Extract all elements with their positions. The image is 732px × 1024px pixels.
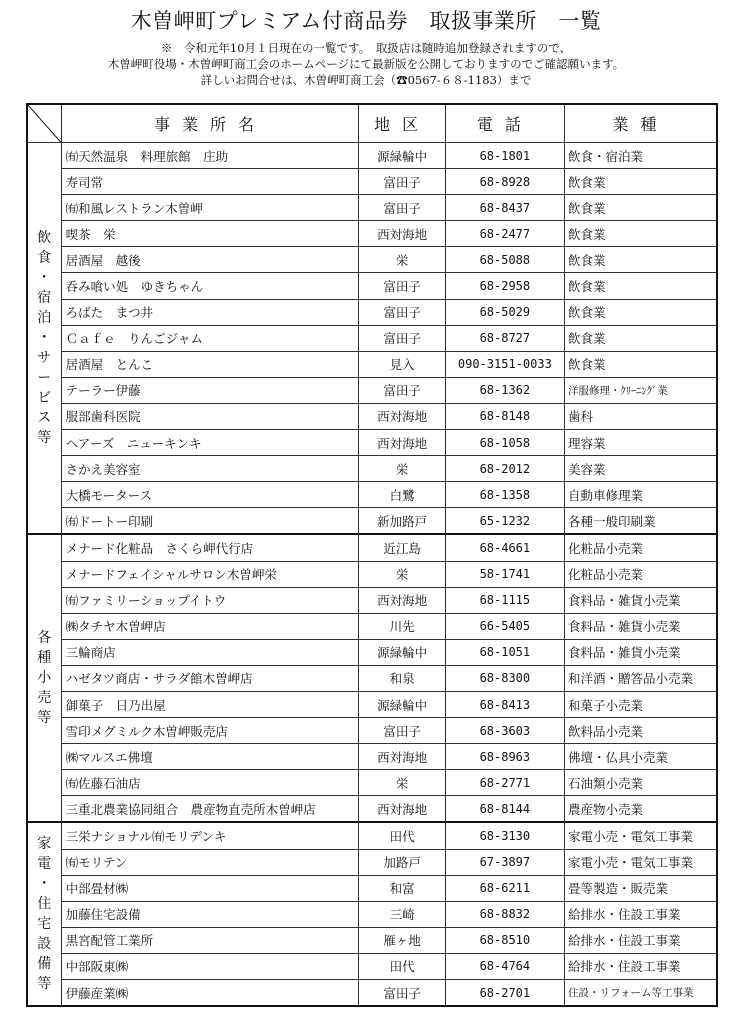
area-cell: 富田子: [359, 299, 445, 325]
category-char: ビ: [37, 390, 52, 407]
business-name-cell: 伊藤産業㈱: [61, 980, 359, 1007]
industry-cell: 家電小売・電気工事業: [565, 849, 717, 875]
category-char: 設: [37, 936, 52, 953]
table-row: [27, 508, 717, 535]
industry-cell: 石油類小売業: [565, 770, 717, 796]
business-name-cell: 呑み喰い処 ゆきちゃん: [61, 273, 359, 299]
industry-cell: 住設・リフォーム等工事業: [565, 980, 717, 1007]
area-cell: 西対海地: [359, 430, 445, 456]
industry-cell: 和洋酒・贈答品小売業: [565, 665, 717, 691]
business-name-cell: 中部畳材㈱: [61, 875, 359, 901]
category-char: 住: [37, 896, 52, 913]
area-cell: 源緑輪中: [359, 639, 445, 665]
area-cell: 西対海地: [359, 744, 445, 770]
industry-cell: 給排水・住設工事業: [565, 953, 717, 979]
industry-cell: 佛壇・仏具小売業: [565, 744, 717, 770]
notes: [0, 40, 732, 88]
category-label: [27, 822, 61, 1006]
area-cell: 富田子: [359, 273, 445, 299]
area-cell: 富田子: [359, 195, 445, 221]
industry-cell: 家電小売・電気工事業: [565, 822, 717, 849]
area-cell: 富田子: [359, 377, 445, 403]
industry-cell: 飲食業: [565, 325, 717, 351]
business-name-cell: 寿司常: [61, 169, 359, 195]
table-row: [27, 351, 717, 377]
category-char: ー: [37, 370, 52, 387]
business-name-cell: ㈲和風レストラン木曽岬: [61, 195, 359, 221]
industry-cell: 給排水・住設工事業: [565, 901, 717, 927]
business-name-cell: ㈲ファミリーショップイトウ: [61, 587, 359, 613]
category-char: ・: [37, 876, 52, 893]
phone-cell: 68-2477: [445, 221, 564, 247]
table-row: [27, 169, 717, 195]
phone-cell: 68-2958: [445, 273, 564, 299]
area-cell: 和富: [359, 875, 445, 901]
phone-cell: 68-5088: [445, 247, 564, 273]
table-row: [27, 691, 717, 717]
business-name-cell: 御菓子 日乃出屋: [61, 691, 359, 717]
phone-cell: 68-8832: [445, 901, 564, 927]
business-name-cell: ㈲佐藤石油店: [61, 770, 359, 796]
category-char: ・: [37, 330, 52, 347]
phone-cell: 68-6211: [445, 875, 564, 901]
industry-cell: 自動車修理業: [565, 482, 717, 508]
table-row: [27, 325, 717, 351]
phone-cell: 65-1232: [445, 508, 564, 535]
table-header-row: [27, 104, 717, 143]
area-cell: 富田子: [359, 718, 445, 744]
phone-cell: 68-8510: [445, 927, 564, 953]
area-cell: 白鷺: [359, 482, 445, 508]
industry-cell: 飲食業: [565, 273, 717, 299]
table-row: [27, 195, 717, 221]
phone-cell: 090-3151-0033: [445, 351, 564, 377]
industry-cell: 洋服修理・ｸﾘｰﾆﾝｸﾞ業: [565, 377, 717, 403]
category-char: 等: [37, 710, 52, 727]
area-cell: 富田子: [359, 980, 445, 1007]
business-name-cell: 黒宮配管工業所: [61, 927, 359, 953]
business-name-cell: 服部歯科医院: [61, 403, 359, 429]
industry-cell: 食料品・雑貨小売業: [565, 639, 717, 665]
phone-cell: 68-1051: [445, 639, 564, 665]
industry-cell: 飲食業: [565, 195, 717, 221]
business-name-cell: 大橋モータース: [61, 482, 359, 508]
category-label: [27, 143, 61, 535]
table-row: [27, 561, 717, 587]
industry-cell: 理容業: [565, 430, 717, 456]
business-name-cell: 三重北農業協同組合 農産物直売所木曽岬店: [61, 796, 359, 823]
category-char: 飲: [37, 230, 52, 247]
phone-cell: 68-8413: [445, 691, 564, 717]
phone-cell: 68-1801: [445, 143, 564, 169]
category-label: [27, 534, 61, 822]
area-cell: 西対海地: [359, 221, 445, 247]
table-row: [27, 587, 717, 613]
business-name-cell: 加藤住宅設備: [61, 901, 359, 927]
phone-cell: 68-8928: [445, 169, 564, 195]
business-name-cell: ㈱タチヤ木曽岬店: [61, 613, 359, 639]
area-cell: 栄: [359, 247, 445, 273]
category-char: 売: [37, 690, 52, 707]
business-name-cell: 雪印メグミルク木曽岬販売店: [61, 718, 359, 744]
table-row: [27, 534, 717, 561]
category-char: 泊: [37, 310, 52, 327]
category-char: 等: [37, 430, 52, 447]
industry-cell: 飲食業: [565, 299, 717, 325]
industry-cell: 飲食業: [565, 351, 717, 377]
category-char: 等: [37, 976, 52, 993]
page-title: 木曽岬町プレミアム付商品券 取扱事業所 一覧: [130, 9, 602, 33]
industry-cell: 化粧品小売業: [565, 561, 717, 587]
category-char: 宅: [37, 916, 52, 933]
header-area: 地区: [359, 104, 445, 143]
table-row: [27, 482, 717, 508]
table-row: [27, 639, 717, 665]
area-cell: 源緑輪中: [359, 691, 445, 717]
table-row: [27, 273, 717, 299]
table-row: [27, 665, 717, 691]
business-name-cell: メナード化粧品 さくら岬代行店: [61, 534, 359, 561]
phone-cell: 67-3897: [445, 849, 564, 875]
industry-cell: 化粧品小売業: [565, 534, 717, 561]
industry-cell: 畳等製造・販売業: [565, 875, 717, 901]
area-cell: 見入: [359, 351, 445, 377]
table-row: [27, 143, 717, 169]
category-char: ・: [37, 270, 52, 287]
table-row: [27, 796, 717, 823]
header-industry: 業種: [565, 104, 717, 143]
business-name-cell: さかえ美容室: [61, 456, 359, 482]
category-char: 食: [37, 250, 52, 267]
industry-cell: 飲食・宿泊業: [565, 143, 717, 169]
category-char: ス: [37, 410, 52, 427]
table-row: [27, 299, 717, 325]
area-cell: 和泉: [359, 665, 445, 691]
phone-cell: 68-8963: [445, 744, 564, 770]
header-tel: 電話: [445, 104, 564, 143]
phone-cell: 68-8727: [445, 325, 564, 351]
table-row: [27, 247, 717, 273]
industry-cell: 飲食業: [565, 169, 717, 195]
business-name-cell: ハゼタツ商店・サラダ館木曽岬店: [61, 665, 359, 691]
phone-cell: 58-1741: [445, 561, 564, 587]
note-line: 木曽岬町役場・木曽岬町商工会のホームページにて最新版を公開しておりますのでご確認願います。: [107, 57, 625, 71]
area-cell: 三崎: [359, 901, 445, 927]
table-row: [27, 770, 717, 796]
business-name-cell: ㈱マルスエ佛壇: [61, 744, 359, 770]
area-cell: 田代: [359, 953, 445, 979]
area-cell: 西対海地: [359, 796, 445, 823]
industry-cell: 和菓子小売業: [565, 691, 717, 717]
business-name-cell: 居酒屋 越後: [61, 247, 359, 273]
area-cell: 富田子: [359, 325, 445, 351]
phone-cell: 68-4764: [445, 953, 564, 979]
business-name-cell: 三栄ナショナル㈲モリデンキ: [61, 822, 359, 849]
table-row: [27, 613, 717, 639]
phone-cell: 68-2012: [445, 456, 564, 482]
business-name-cell: 喫茶 栄: [61, 221, 359, 247]
phone-cell: 68-8437: [445, 195, 564, 221]
phone-cell: 68-1058: [445, 430, 564, 456]
area-cell: 富田子: [359, 169, 445, 195]
area-cell: 川先: [359, 613, 445, 639]
phone-cell: 68-8144: [445, 796, 564, 823]
business-name-cell: ㈲ドートー印刷: [61, 508, 359, 535]
phone-cell: 66-5405: [445, 613, 564, 639]
business-name-cell: 中部阪東㈱: [61, 953, 359, 979]
table-row: [27, 927, 717, 953]
table-row: [27, 849, 717, 875]
business-name-cell: ヘアーズ ニューキンキ: [61, 430, 359, 456]
industry-cell: 飲料品小売業: [565, 718, 717, 744]
industry-cell: 食料品・雑貨小売業: [565, 613, 717, 639]
table-row: [27, 718, 717, 744]
category-char: 電: [37, 856, 52, 873]
note-line: 詳しいお問合せは、木曽岬町商工会（☎0567-６８-1183）まで: [200, 73, 532, 87]
category-char: 宿: [37, 290, 52, 307]
phone-cell: 68-3603: [445, 718, 564, 744]
phone-cell: 68-1115: [445, 587, 564, 613]
area-cell: 栄: [359, 770, 445, 796]
phone-cell: 68-8148: [445, 403, 564, 429]
area-cell: 源緑輪中: [359, 143, 445, 169]
header-name: 事業所名: [61, 104, 359, 143]
area-cell: 田代: [359, 822, 445, 849]
industry-cell: 美容業: [565, 456, 717, 482]
table-row: [27, 403, 717, 429]
area-cell: 雁ヶ地: [359, 927, 445, 953]
business-table: [26, 103, 718, 1007]
business-name-cell: ㈲モリテン: [61, 849, 359, 875]
business-name-cell: テーラー伊藤: [61, 377, 359, 403]
area-cell: 西対海地: [359, 403, 445, 429]
phone-cell: 68-5029: [445, 299, 564, 325]
note-line: ※ 令和元年10月１日現在の一覧です。 取扱店は随時追加登録されますので、: [160, 41, 572, 55]
business-name-cell: 居酒屋 とんこ: [61, 351, 359, 377]
category-char: 小: [37, 670, 52, 687]
table-row: [27, 901, 717, 927]
category-char: 備: [37, 956, 52, 973]
area-cell: 近江島: [359, 534, 445, 561]
phone-cell: 68-1358: [445, 482, 564, 508]
category-char: 各: [37, 630, 52, 647]
business-name-cell: Ｃａｆｅ りんごジャム: [61, 325, 359, 351]
industry-cell: 農産物小売業: [565, 796, 717, 823]
table-row: [27, 377, 717, 403]
table-row: [27, 980, 717, 1007]
phone-cell: 68-2771: [445, 770, 564, 796]
business-name-cell: ろばた まつ井: [61, 299, 359, 325]
industry-cell: 飲食業: [565, 247, 717, 273]
business-name-cell: メナードフェイシャルサロン木曽岬栄: [61, 561, 359, 587]
category-char: サ: [37, 350, 52, 367]
table-row: [27, 875, 717, 901]
area-cell: 栄: [359, 456, 445, 482]
phone-cell: 68-4661: [445, 534, 564, 561]
business-name-cell: ㈲天然温泉 料理旅館 庄助: [61, 143, 359, 169]
table-row: [27, 822, 717, 849]
industry-cell: 歯科: [565, 403, 717, 429]
industry-cell: 各種一般印刷業: [565, 508, 717, 535]
business-name-cell: 三輪商店: [61, 639, 359, 665]
area-cell: 新加路戸: [359, 508, 445, 535]
phone-cell: 68-3130: [445, 822, 564, 849]
area-cell: 西対海地: [359, 587, 445, 613]
category-char: 種: [37, 650, 52, 667]
phone-cell: 68-8300: [445, 665, 564, 691]
table-row: [27, 221, 717, 247]
industry-cell: 給排水・住設工事業: [565, 927, 717, 953]
area-cell: 栄: [359, 561, 445, 587]
table-row: [27, 430, 717, 456]
area-cell: 加路戸: [359, 849, 445, 875]
category-char: 家: [37, 836, 52, 853]
diagonal-header-cell: [27, 104, 61, 143]
industry-cell: 飲食業: [565, 221, 717, 247]
phone-cell: 68-2701: [445, 980, 564, 1007]
table-row: [27, 953, 717, 979]
table-row: [27, 744, 717, 770]
table-row: [27, 456, 717, 482]
phone-cell: 68-1362: [445, 377, 564, 403]
industry-cell: 食料品・雑貨小売業: [565, 587, 717, 613]
